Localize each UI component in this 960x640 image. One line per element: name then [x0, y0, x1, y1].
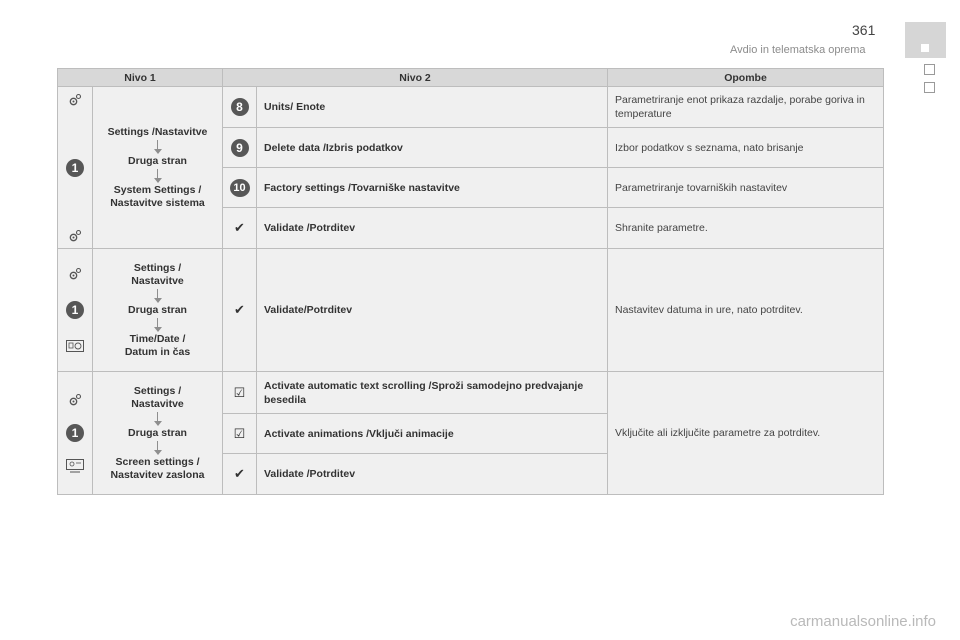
checkmark-icon: ✔ — [234, 302, 245, 317]
table-row — [58, 87, 884, 128]
level2-item: Factory settings /Tovarniške nastavitve — [257, 168, 608, 208]
path-step: Settings / — [133, 261, 182, 274]
time-date-icon — [66, 339, 84, 353]
screen-settings-icon — [66, 459, 84, 473]
arrow-down-icon — [154, 441, 162, 455]
marker-cell — [223, 372, 257, 414]
step-number-badge: 8 — [231, 98, 249, 116]
tab-square-icon — [921, 44, 929, 52]
path-step: Nastavitve sistema — [110, 196, 205, 209]
section-tab-filled — [905, 22, 946, 58]
arrow-down-icon — [154, 412, 162, 426]
marker-cell — [223, 87, 257, 128]
path-step: Druga stran — [128, 154, 187, 167]
page-number: 361 — [852, 22, 876, 38]
path-step: Time/Date / — [129, 332, 186, 345]
marker-cell — [223, 454, 257, 495]
note-text: Parametriranje enot prikaza razdalje, porabe goriva in temperature — [608, 87, 884, 128]
level2-item: Delete data /Izbris podatkov — [257, 128, 608, 168]
checkbox-icon: ☑ — [233, 425, 246, 441]
level2-item: Validate /Potrditev — [257, 454, 608, 495]
arrow-down-icon — [154, 169, 162, 183]
section-tab-outline — [924, 82, 935, 93]
note-text: Izbor podatkov s seznama, nato brisanje — [608, 128, 884, 168]
column-header-level2: Nivo 2 — [223, 69, 608, 87]
path-step: System Settings / — [113, 183, 202, 196]
marker-cell — [223, 128, 257, 168]
path-step: Datum in čas — [124, 345, 191, 358]
checkmark-icon: ✔ — [234, 466, 245, 481]
level1-menu-path — [93, 249, 223, 372]
arrow-down-icon — [154, 289, 162, 303]
settings-gear-icon — [68, 229, 82, 243]
level2-item: Validate /Potrditev — [257, 208, 608, 249]
path-step: Settings / — [133, 384, 182, 397]
path-step: Nastavitev zaslona — [110, 468, 205, 481]
arrow-down-icon — [154, 140, 162, 154]
table-row — [58, 372, 884, 414]
settings-gear-icon — [68, 267, 82, 281]
section-title: Avdio in telematska oprema — [730, 44, 866, 56]
settings-gear-icon — [68, 93, 82, 107]
level1-icons — [58, 87, 93, 249]
level1-icons — [58, 249, 93, 372]
step-number-badge: 9 — [231, 139, 249, 157]
table-header-row — [58, 69, 884, 87]
step-number-badge: 1 — [66, 424, 84, 442]
arrow-down-icon — [154, 318, 162, 332]
note-text: Nastavitev datuma in ure, nato potrditev. — [608, 249, 884, 372]
path-step: Nastavitve — [131, 397, 184, 410]
step-number-badge: 1 — [66, 301, 84, 319]
step-number-badge: 1 — [66, 159, 84, 177]
marker-cell — [223, 414, 257, 454]
step-number-badge: 10 — [230, 179, 250, 197]
checkmark-icon: ✔ — [234, 220, 245, 235]
marker-cell — [223, 249, 257, 372]
level2-item: Validate/Potrditev — [257, 249, 608, 372]
marker-cell — [223, 208, 257, 249]
settings-gear-icon — [68, 393, 82, 407]
path-step: Druga stran — [128, 426, 187, 439]
note-text: Vključite ali izključite parametre za potrditev. — [608, 372, 884, 495]
section-tab-outline — [924, 64, 935, 75]
path-step: Settings /Nastavitve — [107, 125, 208, 138]
marker-cell — [223, 168, 257, 208]
level2-item: Activate automatic text scrolling /Sproži samodejno predvajanje besedila — [257, 372, 608, 414]
watermark-text: carmanualsonline.info — [790, 613, 936, 630]
column-header-notes: Opombe — [608, 69, 884, 87]
level1-icons — [58, 372, 93, 495]
path-step: Nastavitve — [131, 274, 184, 287]
settings-menu-table — [57, 68, 884, 495]
level2-item: Units/ Enote — [257, 87, 608, 128]
checkbox-icon: ☑ — [233, 384, 246, 400]
column-header-level1: Nivo 1 — [58, 69, 223, 87]
level1-menu-path — [93, 87, 223, 249]
path-step: Screen settings / — [115, 455, 200, 468]
path-step: Druga stran — [128, 303, 187, 316]
level1-menu-path — [93, 372, 223, 495]
level2-item: Activate animations /Vključi animacije — [257, 414, 608, 454]
note-text: Shranite parametre. — [608, 208, 884, 249]
table-row — [58, 249, 884, 372]
note-text: Parametriranje tovarniških nastavitev — [608, 168, 884, 208]
